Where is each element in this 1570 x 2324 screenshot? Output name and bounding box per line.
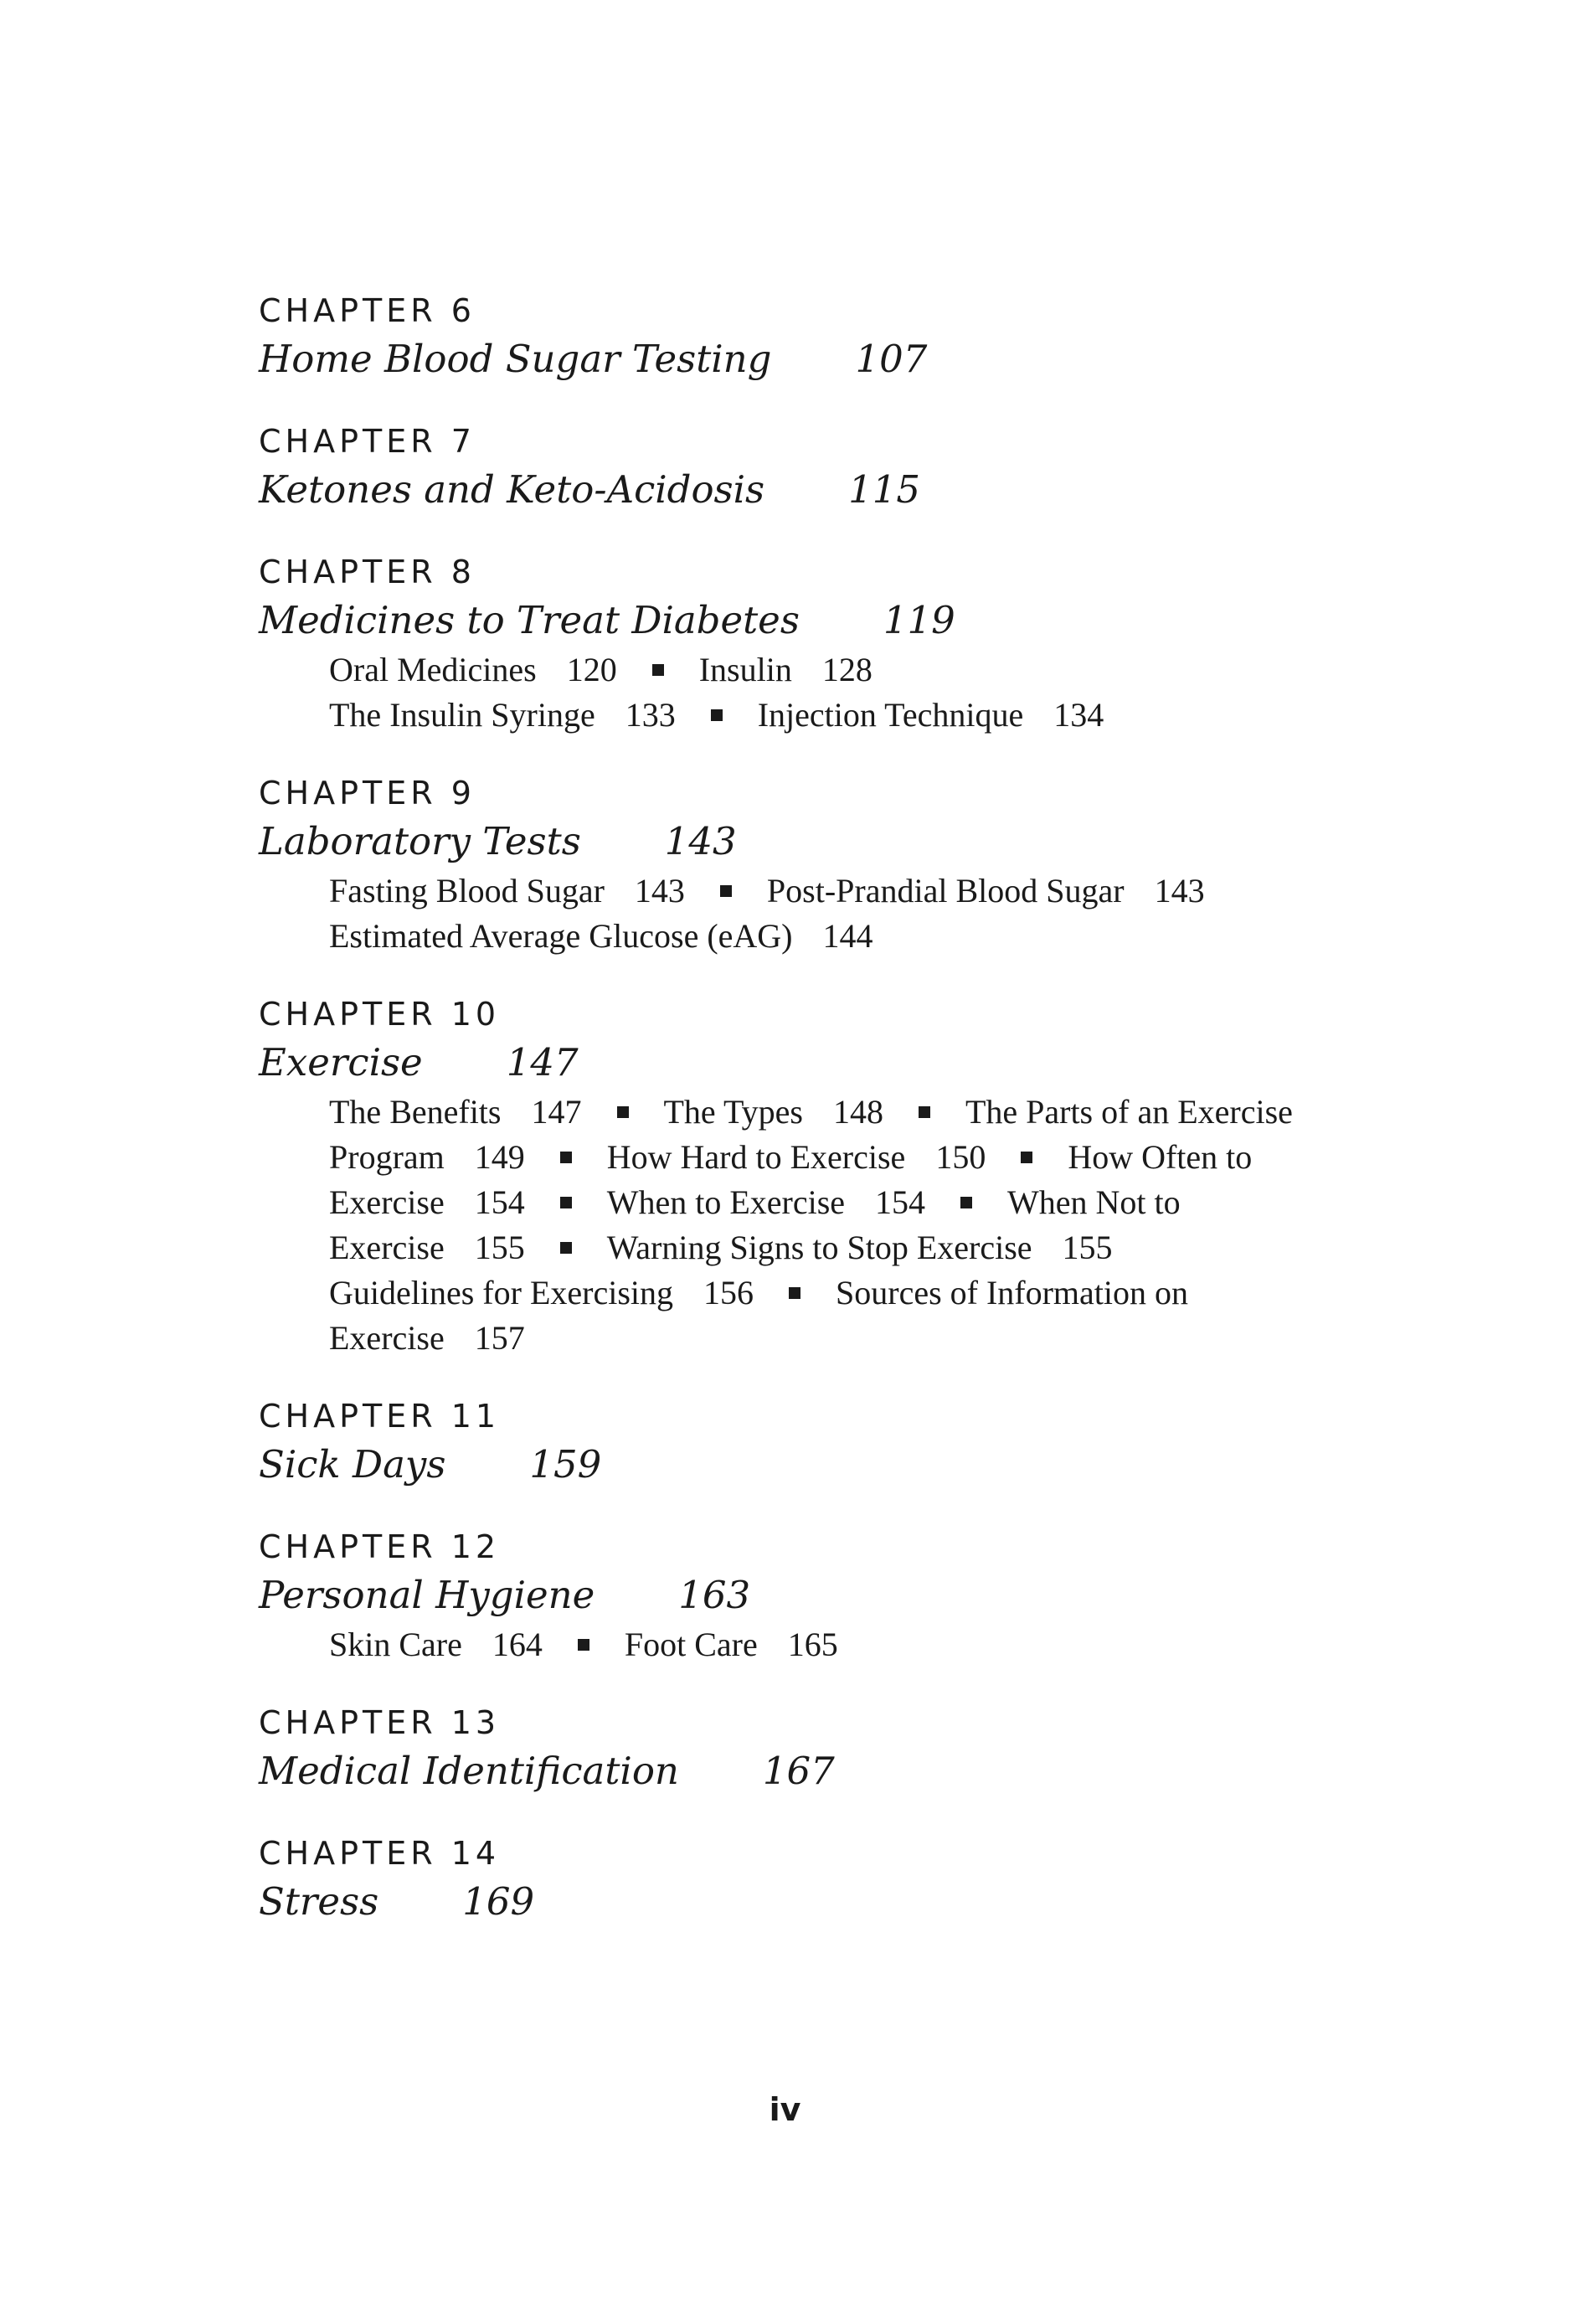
- subtopic-title[interactable]: How Often to: [1068, 1138, 1253, 1176]
- chapter-label: CHAPTER 12: [259, 1528, 501, 1565]
- chapter-entry: [259, 1832, 1381, 1929]
- chapter-label: CHAPTER 7: [259, 423, 476, 460]
- subtopic-title[interactable]: The Insulin Syringe: [329, 696, 595, 734]
- subtopic-line: [329, 1622, 1384, 1667]
- chapter-title[interactable]: Stress: [259, 1879, 379, 1924]
- chapter-heading: [259, 1744, 1381, 1798]
- subtopic-line: [329, 868, 1384, 914]
- square-bullet-icon: [560, 1197, 572, 1208]
- subtopic-page-number: 149: [474, 1138, 525, 1176]
- square-bullet-icon: [720, 885, 732, 897]
- chapter-entry: [259, 1394, 1381, 1492]
- square-bullet-icon: [919, 1106, 930, 1118]
- chapter-label: CHAPTER 14: [259, 1835, 501, 1872]
- subtopic-title[interactable]: Foot Care: [624, 1626, 758, 1663]
- subtopic-title[interactable]: The Parts of an Exercise: [965, 1093, 1293, 1131]
- chapter-page-number: 115: [848, 467, 921, 512]
- chapter-label: CHAPTER 8: [259, 554, 476, 590]
- subtopic-page-number: 143: [634, 872, 685, 910]
- chapter-title[interactable]: Home Blood Sugar Testing: [259, 337, 772, 381]
- chapter-title[interactable]: Exercise: [259, 1040, 423, 1085]
- square-bullet-icon: [711, 709, 723, 721]
- chapter-heading: [259, 1569, 1381, 1622]
- subtopic-page-number: 154: [474, 1183, 525, 1221]
- subtopic-title[interactable]: Post-Prandial Blood Sugar: [766, 872, 1125, 910]
- subtopic-page-number: 154: [875, 1183, 926, 1221]
- chapter-page-number: 107: [855, 337, 928, 381]
- subtopic-title[interactable]: When to Exercise: [606, 1183, 846, 1221]
- chapter-label: CHAPTER 6: [259, 292, 476, 329]
- chapter-page-number: 147: [506, 1040, 579, 1085]
- subtopic-page-number: 144: [822, 917, 873, 955]
- subtopic-title[interactable]: Injection Technique: [757, 696, 1024, 734]
- subtopic-page-number: 165: [787, 1626, 838, 1663]
- square-bullet-icon: [560, 1152, 572, 1163]
- subtopic-title[interactable]: Exercise: [329, 1183, 445, 1221]
- subtopic-page-number: 157: [474, 1319, 525, 1357]
- subtopic-title[interactable]: How Hard to Exercise: [606, 1138, 906, 1176]
- subtopic-title[interactable]: Fasting Blood Sugar: [329, 872, 605, 910]
- subtopic-page-number: 150: [935, 1138, 986, 1176]
- chapter-list: [259, 289, 1381, 1929]
- chapter-heading: [259, 815, 1381, 868]
- subtopic-title[interactable]: Insulin: [698, 651, 792, 688]
- subtopic-title[interactable]: Exercise: [329, 1319, 445, 1357]
- subtopic-page-number: 128: [821, 651, 873, 688]
- chapter-title[interactable]: Sick Days: [259, 1442, 446, 1487]
- subtopic-line: [329, 1180, 1384, 1225]
- square-bullet-icon: [652, 664, 664, 676]
- chapter-entry: [259, 771, 1381, 959]
- chapter-heading: [259, 463, 1381, 517]
- square-bullet-icon: [789, 1287, 800, 1299]
- chapter-label: CHAPTER 10: [259, 996, 501, 1033]
- subtopic-line: [329, 647, 1384, 693]
- subtopic-title[interactable]: Program: [329, 1138, 445, 1176]
- subtopic-page-number: 147: [531, 1093, 582, 1131]
- chapter-heading: [259, 1036, 1381, 1090]
- chapter-title[interactable]: Laboratory Tests: [259, 819, 581, 863]
- subtopic-page-number: 156: [703, 1274, 754, 1311]
- subtopic-title[interactable]: Sources of Information on: [836, 1274, 1189, 1311]
- chapter-entry: [259, 1525, 1381, 1667]
- chapter-label: CHAPTER 9: [259, 775, 476, 812]
- subtopic-page-number: 120: [566, 651, 617, 688]
- chapter-label: CHAPTER 11: [259, 1398, 501, 1435]
- subtopic-list: [329, 1622, 1384, 1667]
- subtopic-page-number: 164: [492, 1626, 543, 1663]
- subtopic-title[interactable]: The Benefits: [329, 1093, 502, 1131]
- subtopic-line: [329, 693, 1384, 738]
- subtopic-page-number: 134: [1053, 696, 1104, 734]
- subtopic-line: [329, 1135, 1384, 1180]
- chapter-page-number: 143: [664, 819, 737, 863]
- subtopic-title[interactable]: Skin Care: [329, 1626, 462, 1663]
- table-of-contents: [259, 289, 1381, 1962]
- square-bullet-icon: [960, 1197, 972, 1208]
- chapter-label: CHAPTER 13: [259, 1704, 501, 1741]
- chapter-entry: [259, 550, 1381, 738]
- chapter-page-number: 163: [678, 1573, 751, 1617]
- chapter-page-number: 169: [462, 1879, 535, 1924]
- chapter-title[interactable]: Ketones and Keto-Acidosis: [259, 467, 765, 512]
- chapter-title[interactable]: Personal Hygiene: [259, 1573, 595, 1617]
- square-bullet-icon: [1021, 1152, 1032, 1163]
- chapter-title[interactable]: Medical Identification: [259, 1749, 679, 1793]
- chapter-heading: [259, 594, 1381, 647]
- chapter-entry: [259, 289, 1381, 386]
- subtopic-title[interactable]: Estimated Average Glucose (eAG): [329, 917, 793, 955]
- chapter-entry: [259, 420, 1381, 517]
- subtopic-list: [329, 1090, 1384, 1361]
- subtopic-line: [329, 1316, 1384, 1361]
- chapter-heading: [259, 1438, 1381, 1492]
- chapter-entry: [259, 992, 1381, 1361]
- subtopic-page-number: 143: [1154, 872, 1205, 910]
- subtopic-list: [329, 647, 1384, 738]
- chapter-heading: [259, 332, 1381, 386]
- subtopic-page-number: 133: [625, 696, 676, 734]
- subtopic-line: [329, 1225, 1384, 1270]
- square-bullet-icon: [560, 1242, 572, 1254]
- chapter-page-number: 119: [883, 598, 955, 642]
- subtopic-line: [329, 1090, 1384, 1135]
- chapter-page-number: 159: [529, 1442, 602, 1487]
- square-bullet-icon: [578, 1639, 589, 1651]
- subtopic-line: [329, 1270, 1384, 1316]
- subtopic-title[interactable]: Exercise: [329, 1229, 445, 1266]
- subtopic-title[interactable]: The Types: [663, 1093, 803, 1131]
- chapter-entry: [259, 1701, 1381, 1798]
- chapter-page-number: 167: [762, 1749, 835, 1793]
- subtopic-title[interactable]: When Not to: [1007, 1183, 1181, 1221]
- subtopic-title[interactable]: Oral Medicines: [329, 651, 537, 688]
- subtopic-page-number: 155: [1062, 1229, 1113, 1266]
- subtopic-title[interactable]: Warning Signs to Stop Exercise: [606, 1229, 1032, 1266]
- subtopic-list: [329, 868, 1384, 959]
- square-bullet-icon: [617, 1106, 629, 1118]
- page-number: iv: [769, 2091, 801, 2128]
- chapter-heading: [259, 1875, 1381, 1929]
- subtopic-title[interactable]: Guidelines for Exercising: [329, 1274, 673, 1311]
- subtopic-page-number: 148: [832, 1093, 883, 1131]
- subtopic-line: [329, 914, 1384, 959]
- chapter-title[interactable]: Medicines to Treat Diabetes: [259, 598, 800, 642]
- subtopic-page-number: 155: [474, 1229, 525, 1266]
